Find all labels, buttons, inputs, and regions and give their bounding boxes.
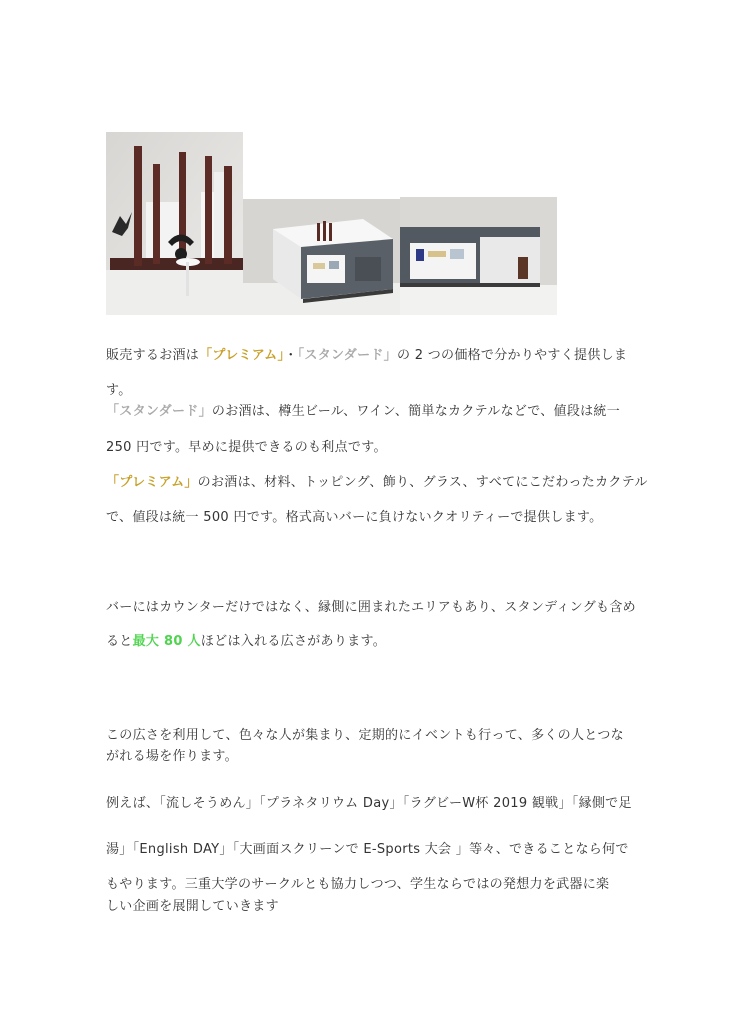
- standard-desc-text: のお酒は、樽生ビール、ワイン、簡単なカクテルなどで、値段は統一: [211, 404, 621, 419]
- capacity-line-2: [106, 632, 386, 652]
- events-line-1: この広さを利用して、色々な人が集まり、定期的にイベントも行って、多くの人とつな: [106, 728, 624, 743]
- separator-dot: ・: [284, 348, 298, 363]
- standard-label: 「スタンダード」: [297, 348, 397, 363]
- events-line-2: がれる場を作ります。: [106, 749, 238, 764]
- capacity-text-b: ほどは入れる広さがあります。: [200, 634, 387, 649]
- premium-price-line: で、値段は統一 500 円です。格式高いバーに負けないクオリティーで提供します。: [106, 510, 603, 525]
- premium-desc-text: のお酒は、材料、トッピング、飾り、グラス、すべてにこだわったカクテル: [197, 475, 648, 490]
- model-photo-angled: [243, 199, 400, 315]
- events-line-6: しい企画を展開していきます: [106, 899, 279, 914]
- premium-label: 「プレミアム」: [199, 348, 285, 363]
- events-line-5: もやります。三重大学のサークルとも協力しつつ、学生ならではの発想力を武器に楽: [106, 877, 610, 892]
- capacity-line-1: バーにはカウンターだけではなく、縁側に囲まれたエリアもあり、スタンディングも含め: [106, 600, 636, 615]
- standard-desc-line: [106, 402, 620, 422]
- premium-label-2: 「プレミアム」: [106, 475, 198, 490]
- capacity-highlight: 最大 80 人: [132, 634, 201, 649]
- pricing-intro-tail: の 2 つの価格で分かりやすく提供しま: [396, 348, 628, 363]
- events-line-3: 例えば、「流しそうめん」「プラネタリウム Day」「ラグビーW杯 2019 観戦」「縁側で足: [106, 796, 632, 811]
- pricing-intro-text: 販売するお酒は: [106, 348, 200, 363]
- pricing-intro-line: [106, 346, 627, 366]
- premium-desc-line: [106, 473, 648, 493]
- events-line-4: 湯」「English DAY」「大画面スクリーンで E-Sports 大会 」等々、できることなら何で: [106, 842, 629, 857]
- model-photo-pillars: [106, 132, 243, 315]
- standard-price-line: 250 円です。早めに提供できるのも利点です。: [106, 440, 387, 455]
- capacity-text-a: ると: [106, 634, 133, 649]
- standard-label-2: 「スタンダード」: [106, 404, 212, 419]
- model-photo-front: [400, 197, 557, 315]
- pricing-intro-end: す。: [106, 383, 132, 398]
